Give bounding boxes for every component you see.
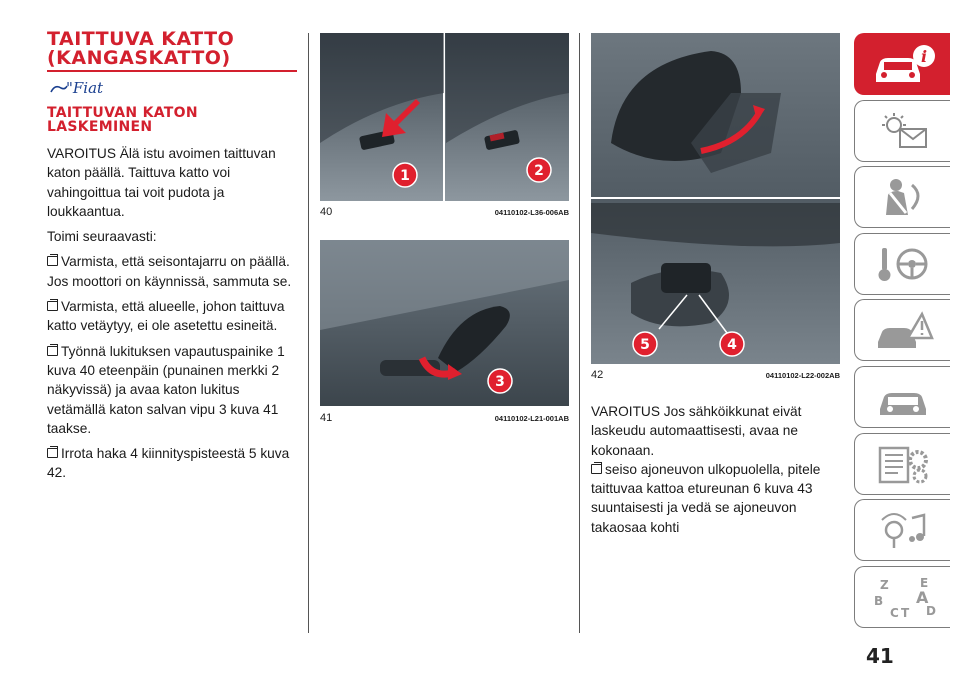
tab-index[interactable] [854,566,950,628]
tab-maintenance[interactable] [854,366,950,428]
checkbox-bullet-icon [591,464,602,474]
figure-42-caption: 42 04110102-L22-002AB [591,369,840,381]
page-title-line-1: TAITTUVA KATTO [47,28,235,50]
section-title-line-2: LASKEMINEN [47,119,153,135]
checkbox-bullet-icon [47,448,58,458]
index-icon [868,575,938,619]
warning-text: VAROITUS Älä istu avoimen taittuvan katon päällä. Taittuva katto voi vahingoittua tai voit pudota ja loukkaantua. [47,146,276,219]
dashboard-lights-icon [868,109,938,153]
tab-starting-driving[interactable] [854,233,950,295]
svg-text:3: 3 [495,374,505,390]
step-item: Varmista, että alueelle, johon taittuva katto vetäytyy, ei ole asetettu esineitä. [47,299,285,334]
intro-text: Toimi seuraavasti: [47,229,157,245]
title-rule [47,70,297,72]
warning-text: VAROITUS Jos sähköikkunat eivät laskeudu automaattisesti, avaa ne kokonaan. [591,404,802,458]
marker-5 [630,329,660,359]
chapter-tabs [854,33,950,632]
figure-40-caption: 40 04110102-L36-006AB [320,206,569,218]
svg-text:A: A [915,587,928,607]
svg-text:2: 2 [534,163,544,179]
emergency-icon [868,308,938,352]
svg-text:C: C [889,605,899,619]
maintenance-icon [868,375,938,419]
figure-42-image [591,33,840,364]
column-divider [579,33,580,633]
checkbox-bullet-icon [47,346,58,356]
tab-car-info[interactable] [854,33,950,95]
svg-text:5: 5 [640,337,650,353]
multimedia-icon [868,508,938,552]
brand-logo [47,74,297,100]
technical-data-icon [868,442,938,486]
brand-logo-text: "Fiat [66,79,104,97]
page-number: 41 [866,644,894,668]
checkbox-bullet-icon [47,256,58,266]
section-title [47,106,297,134]
page-title-line-2: (KANGASKATTO) [47,47,231,69]
right-column [591,402,841,537]
svg-text:i: i [920,47,927,66]
seat-safety-icon [868,175,938,219]
tab-emergency[interactable] [854,299,950,361]
figure-41-caption: 41 04110102-L21-001AB [320,412,569,424]
marker-2 [524,155,554,185]
svg-text:Z: Z [879,577,889,592]
section-title-line-1: TAITTUVAN KATON [47,105,198,121]
page-title [47,30,297,68]
marker-1 [390,160,420,190]
step-item: Irrota haka 4 kiinnityspisteestä 5 kuva 42. [47,446,290,481]
car-info-icon [868,42,938,86]
tab-dashboard-lights[interactable] [854,100,950,162]
tab-technical-data[interactable] [854,433,950,495]
svg-text:D: D [925,603,936,618]
svg-text:4: 4 [727,337,737,353]
starting-driving-icon [868,242,938,286]
tab-multimedia[interactable] [854,499,950,561]
figure-41-image [320,240,569,406]
step-item: Varmista, että seisontajarru on päällä. Jos moottori on käynnissä, sammuta se. [47,254,292,289]
step-item: Työnnä lukituksen vapautuspainike 1 kuva 40 eteenpäin (punainen merkki 2 näkyvissä) ja avaa katon lukitus vetämällä katon salvan vipu 3 kuva 41 taakse. [47,343,285,436]
svg-text:E: E [919,575,928,590]
column-divider [308,33,309,633]
svg-text:T: T [900,605,909,619]
instructions [47,144,297,483]
svg-text:1: 1 [400,168,410,184]
tab-seat-safety[interactable] [854,166,950,228]
marker-4 [717,329,747,359]
marker-3 [485,366,515,396]
left-column [47,30,297,489]
checkbox-bullet-icon [47,301,58,311]
step-item: seiso ajoneuvon ulkopuolella, pitele taittuvaa kattoa etureunan 6 kuva 43 suuntaisesti ja vedä se ajoneuvon takaosaa kohti [591,461,821,535]
svg-text:B: B [873,593,883,608]
